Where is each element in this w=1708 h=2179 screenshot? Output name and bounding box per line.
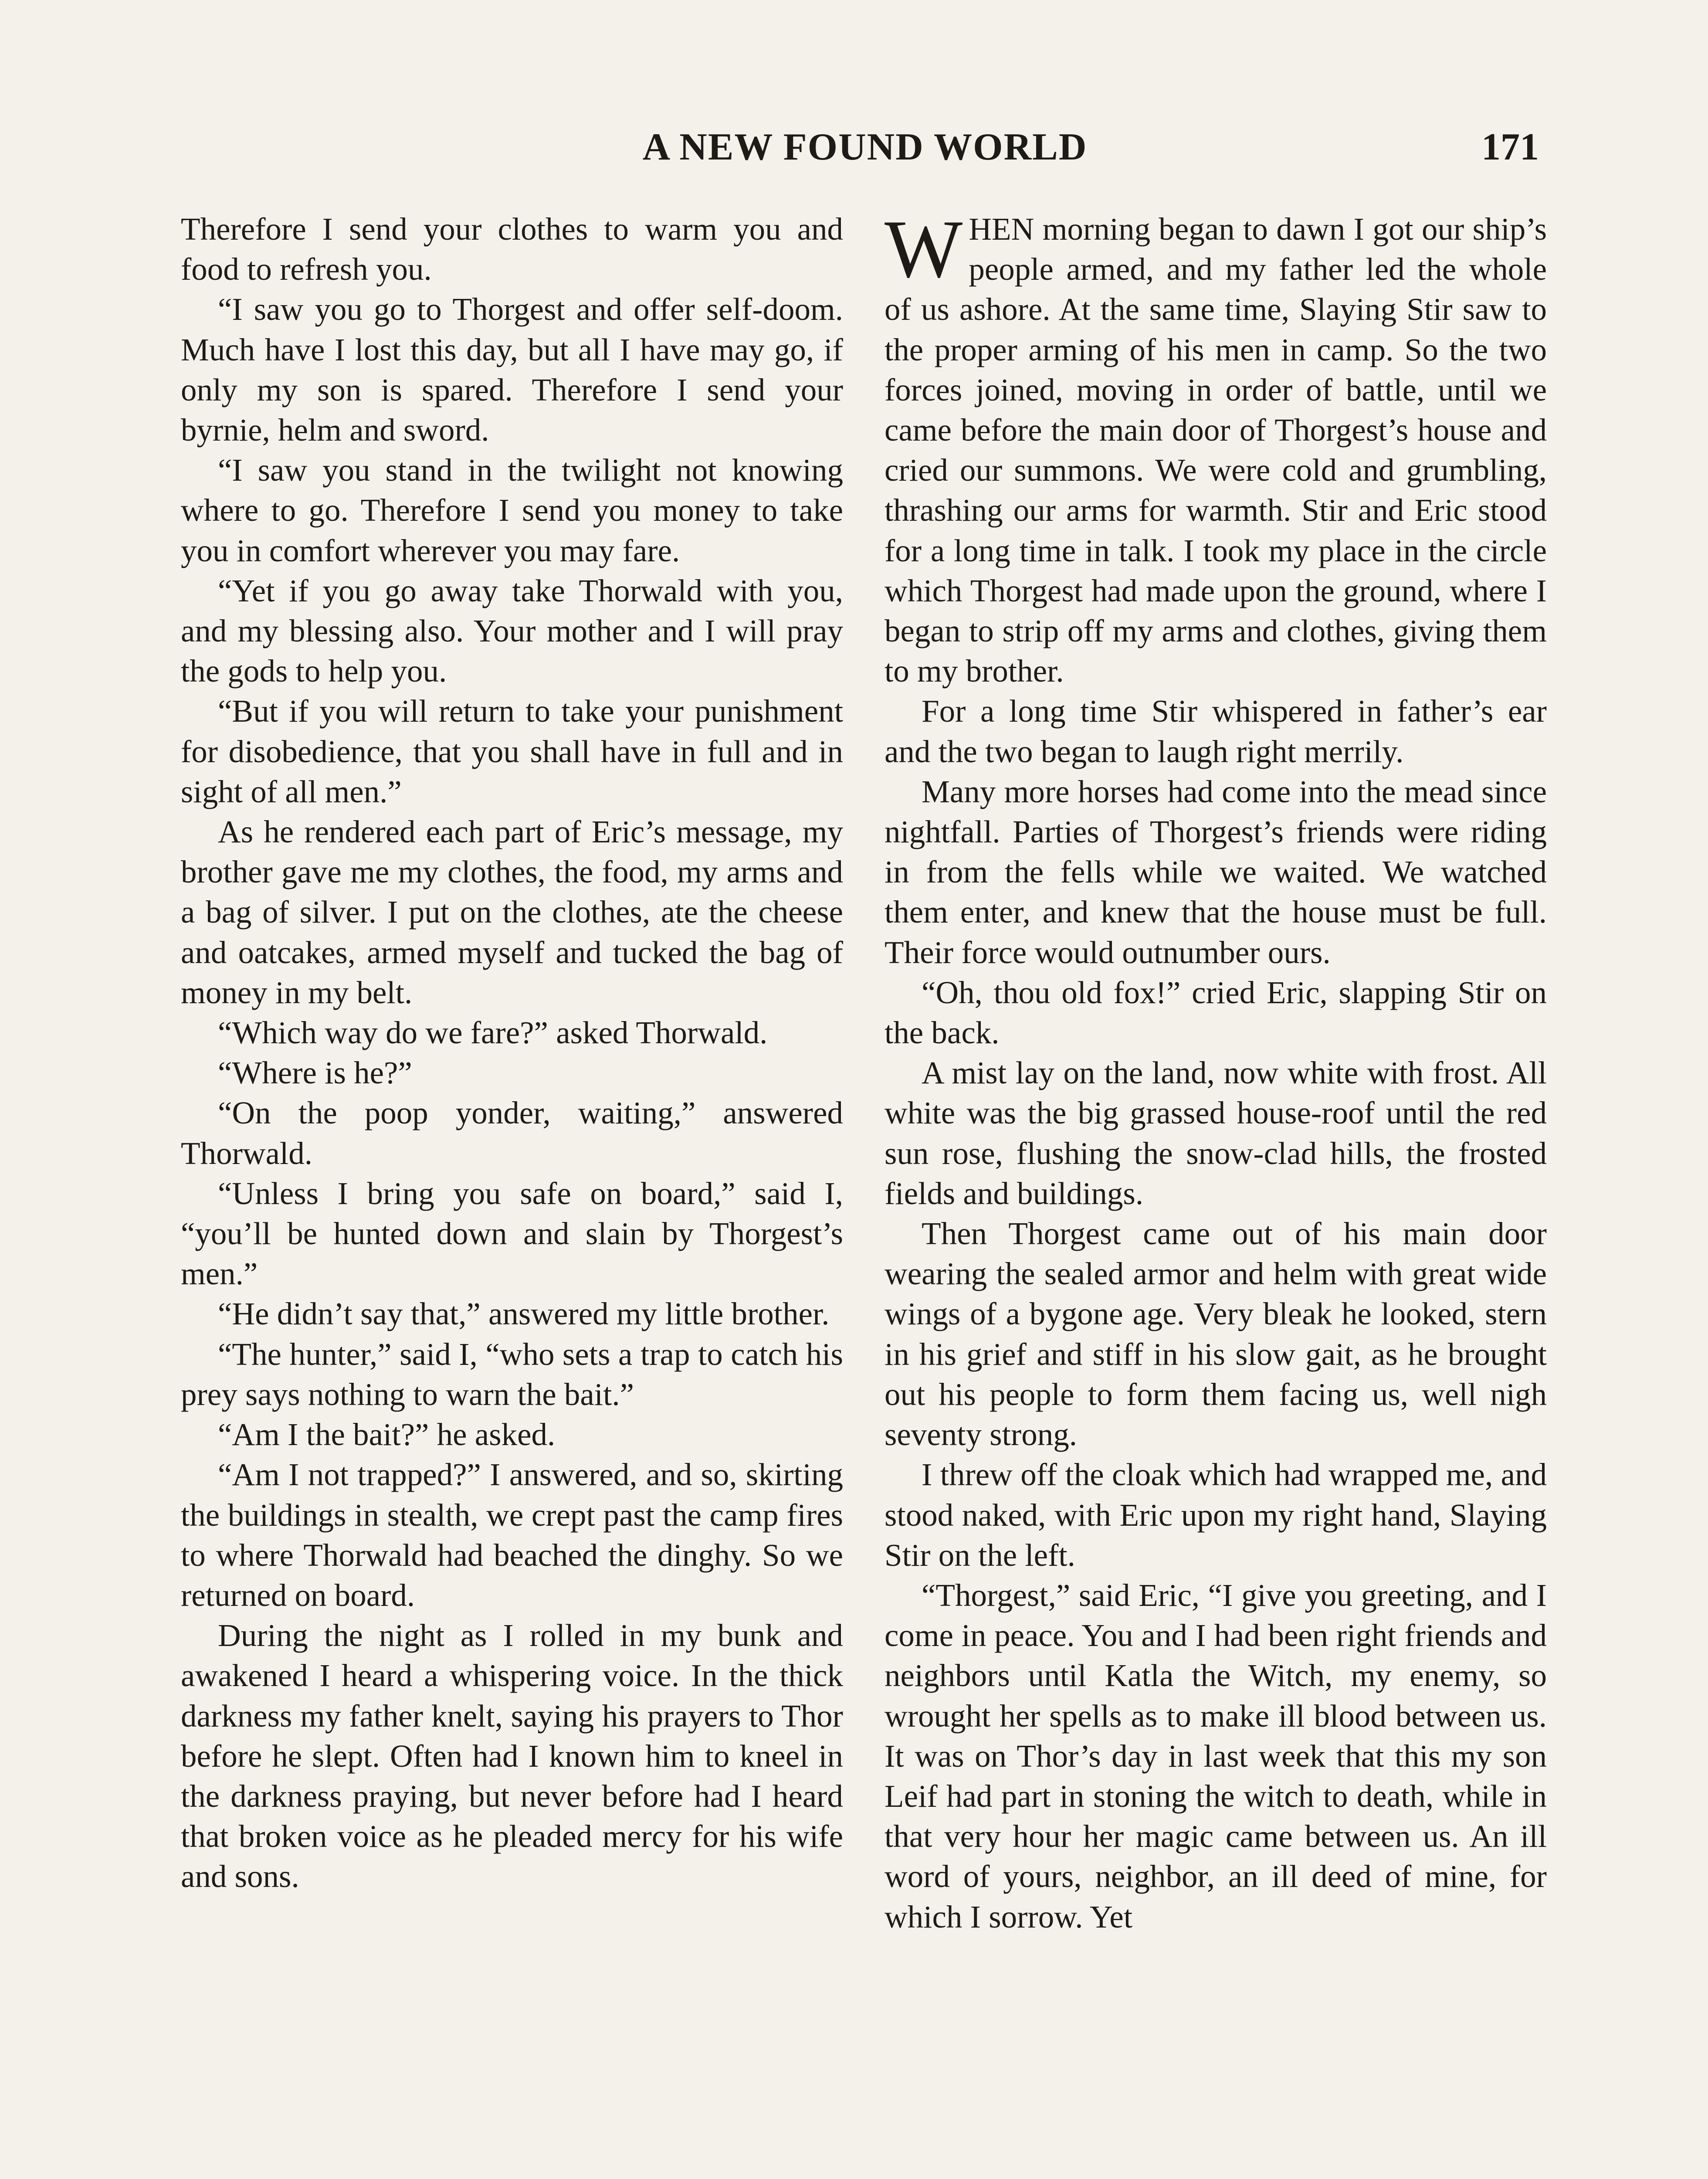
paragraph: I threw off the cloak which had wrapped me, and stood naked, with Eric upon my right hand, Slaying Stir on the left. [884, 1457, 1547, 1573]
paragraph: For a long time Stir whispered in father’s ear and the two began to laugh right merrily. [884, 693, 1547, 769]
paragraph: “Unless I bring you safe on board,” said I, “you’ll be hunted down and slain by Thorgest’s men.” [181, 1175, 843, 1292]
paragraph: During the night as I rolled in my bunk and awakened I heard a whispering voice. In the thick darkness my father knelt, saying his prayers to Thor before he slept. Often had I known him to kneel in the darkness praying, but never before had I heard that broken voice as he pleaded mercy for his wife and sons. [181, 1618, 843, 1894]
paragraph: A mist lay on the land, now white with frost. All white was the big grassed house-roof until the red sun rose, flushing the snow-clad hills, the frosted fields and buildings. [884, 1055, 1547, 1211]
paragraph: “Which way do we fare?” asked Thorwald. [218, 1015, 768, 1051]
drop-cap: W [884, 204, 963, 295]
opening-paragraph [884, 204, 1547, 691]
paragraph: “Am I the bait?” he asked. [218, 1417, 556, 1453]
paragraph: “Where is he?” [218, 1055, 412, 1091]
paragraph: Many more horses had come into the mead since nightfall. Parties of Thorgest’s friends were riding in from the fells while we waited. We watched them enter, and knew that the house must be full. Their force would outnumber ours. [884, 774, 1547, 970]
paragraph: “He didn’t say that,” answered my little brother. [218, 1296, 830, 1332]
page-header [0, 124, 1708, 176]
paragraph: “Oh, thou old fox!” cried Eric, slapping Stir on the back. [884, 974, 1547, 1051]
paragraph: “The hunter,” said I, “who sets a trap to catch his prey says nothing to warn the bait.” [181, 1336, 843, 1412]
paragraph: “I saw you go to Thorgest and offer self-doom. Much have I lost this day, but all I have may go, if only my son is spared. Therefore I send your byrnie, helm and sword. [181, 292, 843, 448]
opening-paragraph-text: HEN morning began to dawn I got our ship’s people armed, and my father led the whole of us ashore. At the same time, Slaying Stir saw to the proper arming of his men in camp. So the two forces joined, moving in order of battle, until we came before the main door of Thorgest’s house and cried our summons. We were cold and grumbling, thrashing our arms for warmth. Stir and Eric stood for a long time in talk. I took my place in the circle which Thorgest had made upon the ground, where I began to strip off my arms and clothes, giving them to my brother. [884, 211, 1547, 689]
paragraph: “Am I not trapped?” I answered, and so, skirting the buildings in stealth, we crept past the camp fires to where Thorwald had beached the dinghy. So we returned on board. [181, 1457, 843, 1613]
page-number: 171 [1481, 126, 1539, 168]
paragraph: “But if you will return to take your punishment for disobedience, that you shall have in full and in sight of all men.” [181, 693, 843, 809]
paragraph: “Thorgest,” said Eric, “I give you greeting, and I come in peace. You and I had been right friends and neighbors until Katla the Witch, my enemy, so wrought her spells as to make ill blood between us. It was on Thor’s day in last week that this my son Leif had part in stoning the witch to death, while in that very hour her magic came between us. An ill word of yours, neighbor, an ill deed of mine, for which I sorrow. Yet [884, 1577, 1547, 1935]
paragraph: Then Thorgest came out of his main door wearing the sealed armor and helm with great wide wings of a bygone age. Very bleak he looked, stern in his grief and stiff in his slow gait, as he brought out his people to form them facing us, well nigh seventy strong. [884, 1216, 1547, 1453]
paragraph: “On the poop yonder, waiting,” answered Thorwald. [181, 1095, 843, 1171]
paragraph: Therefore I send your clothes to warm you and food to refresh you. [181, 211, 843, 287]
right-column [884, 204, 1547, 1937]
running-title: A NEW FOUND WORLD [642, 126, 1088, 168]
paragraph: As he rendered each part of Eric’s message, my brother gave me my clothes, the food, my arms and a bag of silver. I put on the clothes, ate the cheese and oatcakes, armed myself and tucked the bag of money in my belt. [181, 814, 843, 1010]
paragraph: “Yet if you go away take Thorwald with you, and my blessing also. Your mother and I will pray the gods to help you. [181, 573, 843, 689]
left-column [181, 209, 843, 1897]
paragraph: “I saw you stand in the twilight not knowing where to go. Therefore I send you money to take you in comfort wherever you may fare. [181, 452, 843, 568]
